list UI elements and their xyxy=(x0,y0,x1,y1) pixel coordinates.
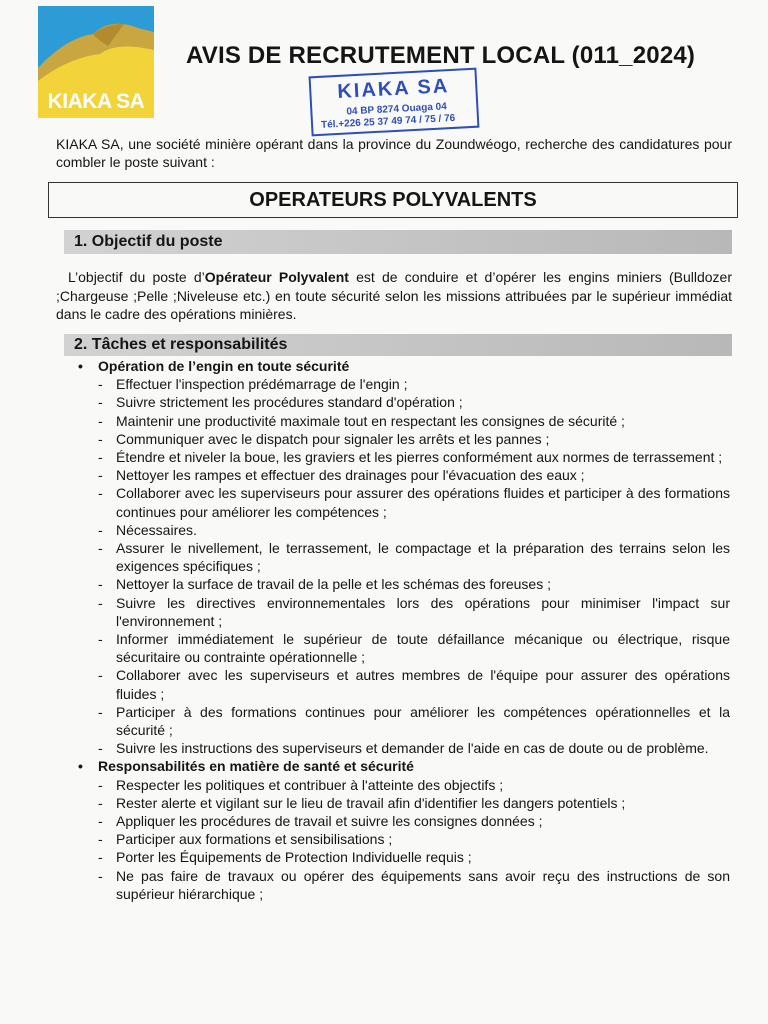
company-logo xyxy=(38,6,154,118)
section-heading-objective: 1. Objectif du poste xyxy=(64,230,732,254)
group-title-operation: • Opération de l’engin en toute sécurité xyxy=(78,357,730,375)
objective-text-start: L’objectif du poste d’ xyxy=(68,269,205,285)
stamp-phone: Tél.+226 25 37 49 74 / 75 / 76 xyxy=(320,112,456,131)
company-stamp xyxy=(309,68,480,137)
section-heading-tasks: 2. Tâches et responsabilités xyxy=(64,334,732,356)
list-item: - Participer aux formations et sensibilisations ; xyxy=(78,830,730,848)
list-item: - Nettoyer les rampes et effectuer des drainages pour l'évacuation des eaux ; xyxy=(78,466,730,484)
list-item: - Étendre et niveler la boue, les graviers et les pierres conformément aux normes de terrassement ; xyxy=(78,448,730,466)
document-title: AVIS DE RECRUTEMENT LOCAL (011_2024) xyxy=(186,42,696,69)
list-item: - Effectuer l'inspection prédémarrage de l'engin ; xyxy=(78,375,730,393)
list-item: - Suivre les instructions des superviseurs et demander de l'aide en cas de doute ou de problème. xyxy=(78,739,730,757)
list-item: - Collaborer avec les superviseurs et autres membres de l'équipe pour assurer des opérations fluides ; xyxy=(78,666,730,702)
list-item: - Assurer le nivellement, le terrassement, le compactage et la préparation des terrains selon les exigences spécifiques ; xyxy=(78,539,730,575)
intro-paragraph: KIAKA SA, une société minière opérant dans la province du Zoundwéogo, recherche des candidatures pour combler le poste suivant : xyxy=(56,136,732,170)
logo-text: KIAKA SA xyxy=(47,90,145,113)
list-item: - Suivre les directives environnementales lors des opérations pour minimiser l'impact sur l'environnement ; xyxy=(78,594,730,630)
stamp-address: 04 BP 8274 Ouaga 04 xyxy=(346,101,448,118)
list-item: - Ne pas faire de travaux ou opérer des équipements sans avoir reçu des instructions de son supérieur hiérarchique ; xyxy=(78,867,730,903)
list-item: - Nécessaires. xyxy=(78,521,730,539)
list-item: - Communiquer avec le dispatch pour signaler les arrêts et les pannes ; xyxy=(78,430,730,448)
list-item: - Collaborer avec les superviseurs pour assurer des opérations fluides et participer à des formations continues pour améliorer les compétences ; xyxy=(78,484,730,520)
objective-role: Opérateur Polyvalent xyxy=(204,269,349,285)
tasks-list xyxy=(78,357,730,903)
list-item: - Rester alerte et vigilant sur le lieu de travail afin d'identifier les dangers potentiels ; xyxy=(78,794,730,812)
stamp-name: KIAKA SA xyxy=(336,75,450,103)
list-item: - Porter les Équipements de Protection Individuelle requis ; xyxy=(78,848,730,866)
group-title-health-safety: • Responsabilités en matière de santé et sécurité xyxy=(78,757,730,775)
list-item: - Nettoyer la surface de travail de la pelle et les schémas des foreuses ; xyxy=(78,575,730,593)
objective-text-end: est de conduire et d’opérer les engins miniers (Bulldozer ;Chargeuse ;Pelle ;Niveleuse etc.) en toute sécurité selon les missions attribuées par le supérieur immédiat dans le cadre des opérations minières. xyxy=(56,269,733,322)
list-item: - Participer à des formations continues pour améliorer les compétences opérationnelles et la sécurité ; xyxy=(78,703,730,739)
list-item: - Respecter les politiques et contribuer à l'atteinte des objectifs ; xyxy=(78,776,730,794)
list-item: - Appliquer les procédures de travail et suivre les consignes données ; xyxy=(78,812,730,830)
objective-paragraph xyxy=(56,268,732,324)
job-title: OPERATEURS POLYVALENTS xyxy=(48,182,738,218)
list-item: - Maintenir une productivité maximale tout en respectant les consignes de sécurité ; xyxy=(78,412,730,430)
list-item: - Informer immédiatement le supérieur de toute défaillance mécanique ou électrique, risque sécuritaire ou contrainte opérationnelle ; xyxy=(78,630,730,666)
list-item: - Suivre strictement les procédures standard d'opération ; xyxy=(78,393,730,411)
